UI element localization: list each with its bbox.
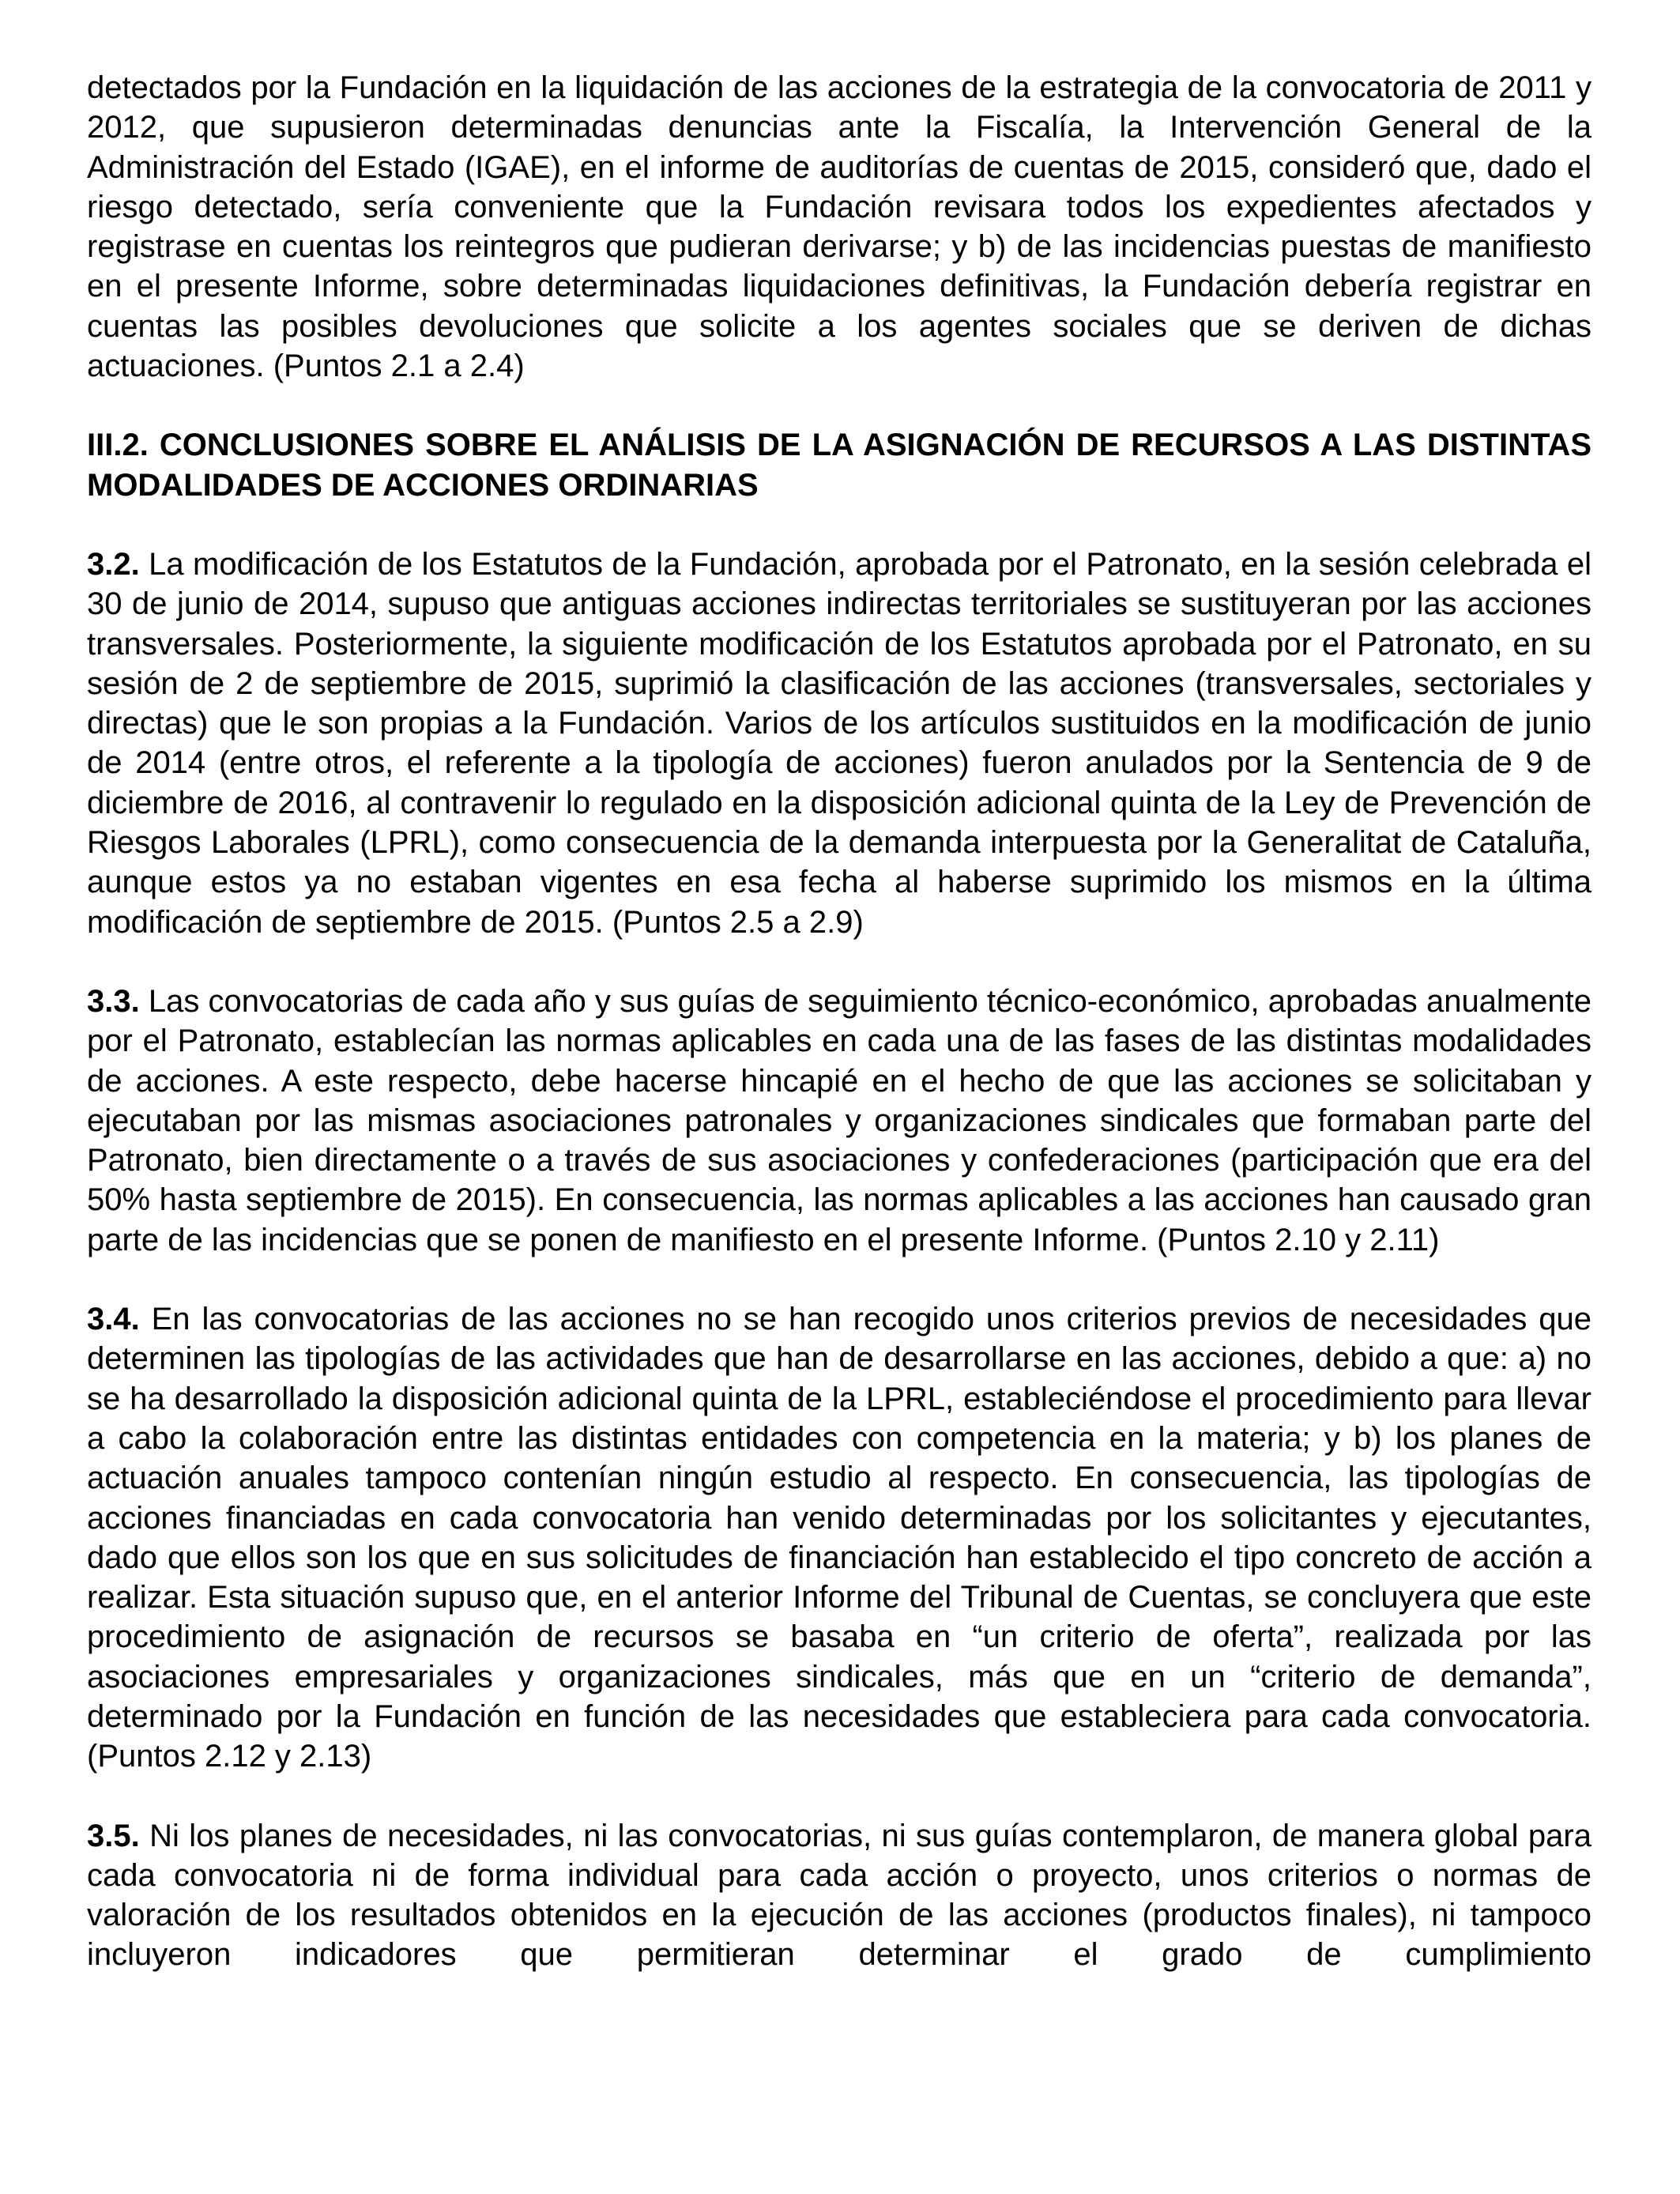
paragraph-text: Las convocatorias de cada año y sus guías de seguimiento técnico-económico, aprobadas anualmente por el Patronato, establecían las normas aplicables en cada una de las fases de las distintas modalidades de acciones. A este respecto, debe hacerse hincapié en el hecho de que las acciones se solicitaban y ejecutaban por las mismas asociaciones patronales y organizaciones sindicales que formaban parte del Patronato, bien directamente o a través de sus asociaciones y confederaciones (participación que era del 50% hasta septiembre de 2015). En consecuencia, las normas aplicables a las acciones han causado gran parte de las incidencias que se ponen de manifiesto en el presente Informe. (Puntos 2.10 y 2.11) (87, 983, 1591, 1257)
paragraph-text: La modificación de los Estatutos de la Fundación, aprobada por el Patronato, en la sesión celebrada el 30 de junio de 2014, supuso que antiguas acciones indirectas territoriales se sustituyeran por las acciones transversales. Posteriormente, la siguiente modificación de los Estatutos aprobada por el Patronato, en su sesión de 2 de septiembre de 2015, suprimió la clasificación de las acciones (transversales, sectoriales y directas) que le son propias a la Fundación. Varios de los artículos sustituidos en la modificación de junio de 2014 (entre otros, el referente a la tipología de acciones) fueron anulados por la Sentencia de 9 de diciembre de 2016, al contravenir lo regulado en la disposición adicional quinta de la Ley de Prevención de Riesgos Laborales (LPRL), como consecuencia de la demanda interpuesta por la Generalitat de Cataluña, aunque estos ya no estaban vigentes en esa fecha al haberse suprimido los mismos en la última modificación de septiembre de 2015. (Puntos 2.5 a 2.9) (87, 546, 1592, 940)
paragraph-3-4 (87, 1299, 1591, 1777)
paragraph-3-3 (87, 982, 1591, 1260)
paragraph-number: 3.4. (87, 1302, 140, 1337)
paragraph-text: En las convocatorias de las acciones no se han recogido unos criterios previos de necesidades que determinen las tipologías de las actividades que han de desarrollarse en las acciones, debido a que: a) no se ha desarrollado la disposición adicional quinta de la LPRL, estableciéndose el procedimiento para llevar a cabo la colaboración entre las distintas entidades con competencia en la materia; y b) los planes de actuación anuales tampoco contenían ningún estudio al respecto. En consecuencia, las tipologías de acciones financiadas en cada convocatoria han venido determinadas por los solicitantes y ejecutantes, dado que ellos son los que en sus solicitudes de financiación han establecido el tipo concreto de acción a realizar. Esta situación supuso que, en el anterior Informe del Tribunal de Cuentas, se concluyera que este procedimiento de asignación de recursos se basaba en “un criterio de oferta”, realizada por las asociaciones empresariales y organizaciones sindicales, más que en un “criterio de demanda”, determinado por la Fundación en función de las necesidades que estableciera para cada convocatoria. (Puntos 2.12 y 2.13) (87, 1302, 1591, 1774)
intro-paragraph: detectados por la Fundación en la liquidación de las acciones de la estrategia de la convocatoria de 2011 y 2012, que supusieron determinadas denuncias ante la Fiscalía, la Intervención General de la Administración del Estado (IGAE), en el informe de auditorías de cuentas de 2015, consideró que, dado el riesgo detectado, sería conveniente que la Fundación revisara todos los expedientes afectados y registrase en cuentas los reintegros que pudieran derivarse; y b) de las incidencias puestas de manifiesto en el presente Informe, sobre determinadas liquidaciones definitivas, la Fundación debería registrar en cuentas las posibles devoluciones que solicite a los agentes sociales que se deriven de dichas actuaciones. (Puntos 2.1 a 2.4) (87, 70, 1591, 384)
section-heading: III.2. CONCLUSIONES SOBRE EL ANÁLISIS DE LA ASIGNACIÓN DE RECURSOS A LAS DISTINTAS MODALIDADES DE ACCIONES ORDINARIAS (87, 428, 1591, 503)
document-page (87, 68, 1591, 1975)
paragraph-number: 3.3. (87, 983, 140, 1019)
paragraph-3-5 (87, 1816, 1591, 1975)
paragraph-text: Ni los planes de necesidades, ni las convocatorias, ni sus guías contemplaron, de manera global para cada convocatoria ni de forma individual para cada acción o proyecto, unos criterios o normas de valoración de los resultados obtenidos en la ejecución de las acciones (productos finales), ni tampoco incluyeron indicadores que permitieran determinar el grado de cumplimiento (87, 1818, 1591, 1973)
paragraph-number: 3.5. (87, 1818, 140, 1853)
paragraph-3-2 (87, 545, 1591, 942)
paragraph-number: 3.2. (87, 546, 140, 582)
